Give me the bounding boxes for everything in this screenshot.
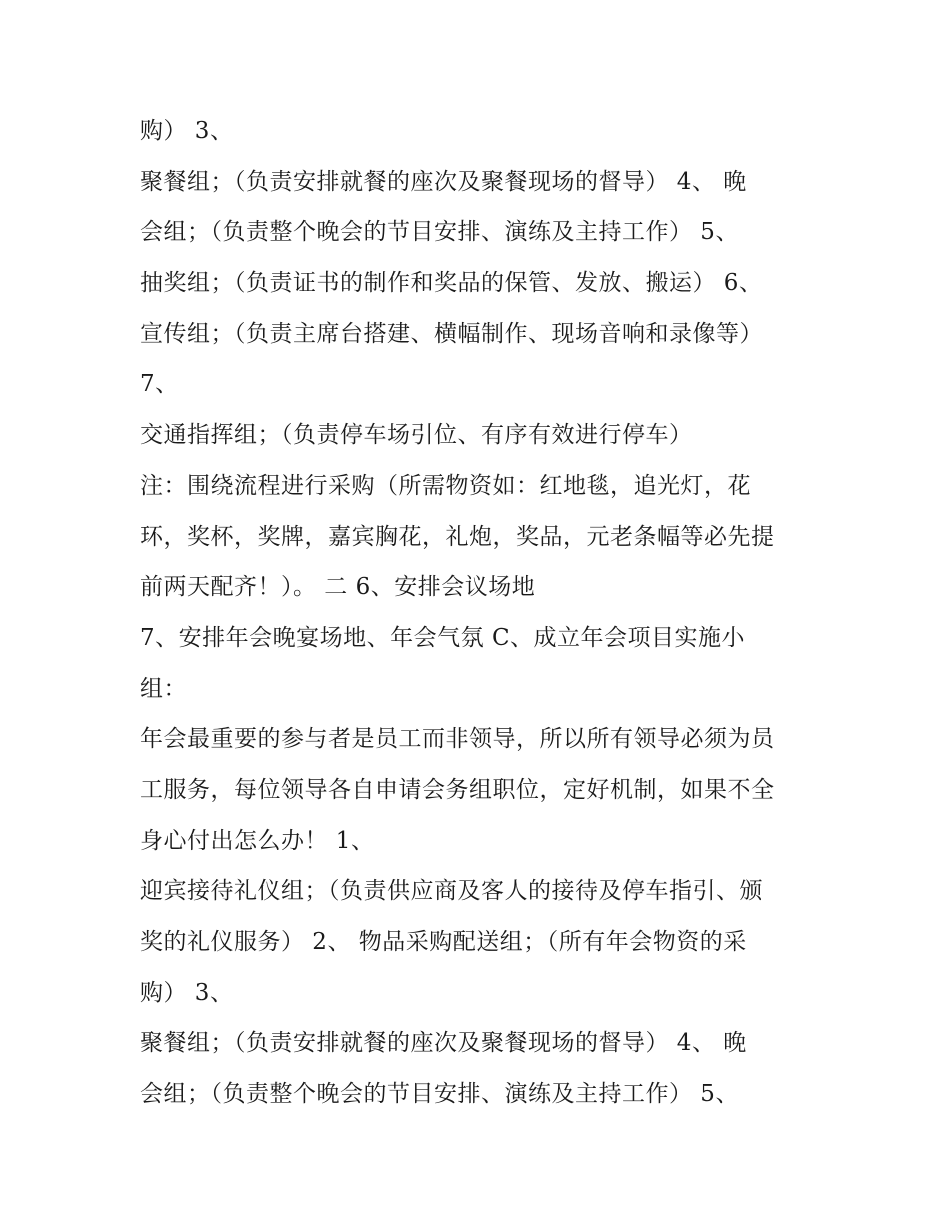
- text-line: 7、: [140, 371, 179, 398]
- text-line: 交通指挥组；（负责停车场引位、有序有效进行停车）: [140, 422, 693, 449]
- text-line: 身心付出怎么办！ 1、: [140, 827, 375, 854]
- text-line: 工服务，每位领导各自申请会务组职位，定好机制，如果不全: [140, 776, 775, 803]
- text-line: 购） 3、: [140, 979, 234, 1006]
- text-line: 前两天配齐！）。 二 6、安排会议场地: [140, 574, 536, 601]
- text-line: 年会最重要的参与者是员工而非领导，所以所有领导必须为员: [140, 726, 775, 753]
- text-line: 组：: [140, 675, 187, 702]
- text-line: 迎宾接待礼仪组；（负责供应商及客人的接待及停车指引、颁: [140, 878, 763, 905]
- text-line: 购） 3、: [140, 118, 234, 144]
- text-line: 聚餐组；（负责安排就餐的座次及聚餐现场的督导） 4、 晚: [140, 168, 747, 195]
- text-line: 会组；（负责整个晚会的节目安排、演练及主持工作） 5、: [140, 219, 739, 246]
- text-line: 注：围绕流程进行采购（所需物资如：红地毯，追光灯，花: [140, 472, 751, 499]
- text-line: 环，奖杯，奖牌，嘉宾胸花，礼炮，奖品，元老条幅等必先提: [140, 523, 775, 550]
- text-line: 奖的礼仪服务） 2、 物品采购配送组；（所有年会物资的采: [140, 929, 747, 955]
- text-line: 宣传组；（负责主席台搭建、横幅制作、现场音响和录像等）: [140, 320, 763, 347]
- text-line: 抽奖组；（负责证书的制作和奖品的保管、发放、搬运） 6、: [140, 270, 763, 297]
- text-line: 7、安排年会晚宴场地、年会气氛 C、成立年会项目实施小: [140, 624, 746, 651]
- text-line: 会组；（负责整个晚会的节目安排、演练及主持工作） 5、: [140, 1081, 739, 1108]
- text-line: 聚餐组；（负责安排就餐的座次及聚餐现场的督导） 4、 晚: [140, 1030, 747, 1057]
- document-body: [140, 106, 830, 1120]
